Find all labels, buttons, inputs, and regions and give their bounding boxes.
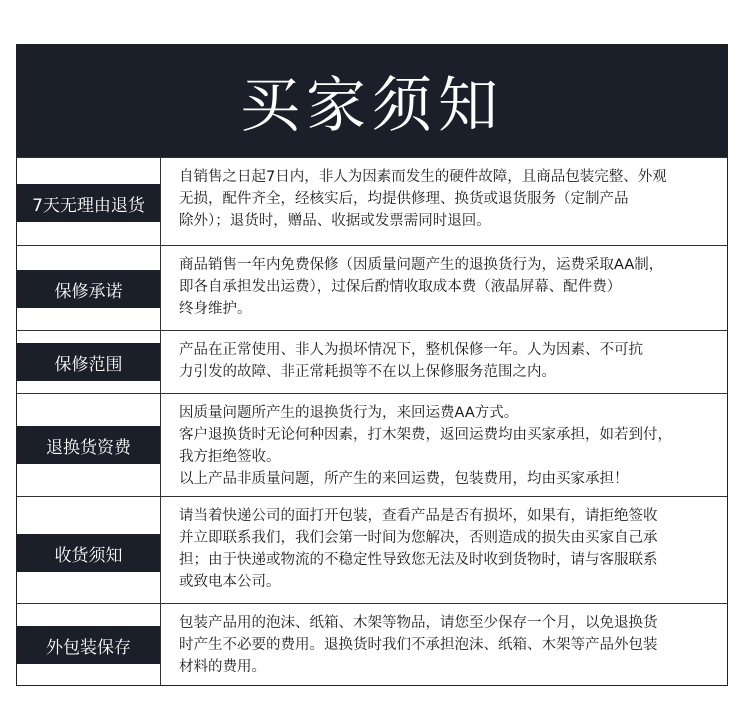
row-label: 保修范围 [17,343,160,381]
content-line: 即各自承担发出运费），过保后酌情收取成本费（液晶屏幕、配件费） [179,279,622,295]
content-line: 时产生不必要的费用。退换货时我们不承担泡沫、纸箱、木架等产品外包装 [179,637,658,653]
notice-row-return [17,157,727,245]
content-line: 无损，配件齐全，经核实后，均提供修理、换货或退货服务（定制产品 [179,191,629,207]
notice-header [17,45,727,157]
notice-row-warranty [17,245,727,330]
content-line: 以上产品非质量问题，所产生的来回运费，包装费用，均由买家承担！ [179,471,629,487]
row-divider [160,246,161,330]
content-line: 终身维护。 [179,301,252,317]
row-label: 外包装保存 [17,626,160,664]
buyer-notice-panel [16,44,728,686]
row-divider [160,497,161,603]
row-label: 7天无理由退货 [17,184,160,222]
notice-row-exchange-fees [17,393,727,496]
notice-row-receiving [17,496,727,603]
content-line: 请当着快递公司的面打开包装，查看产品是否有损坏，如果有，请拒绝签收 [179,508,658,524]
row-content [179,505,715,593]
row-content [179,402,715,490]
content-line: 并立即联系我们，我们会第一时间为您解决，否则造成的损失由买家自己承 [179,530,658,546]
row-content [179,254,715,320]
content-line: 因质量问题所产生的退换货行为，来回运费AA方式。 [179,405,519,421]
notice-row-packaging [17,603,727,685]
content-line: 商品销售一年内免费保修（因质量问题产生的退换货行为，运费采取AA制， [179,257,664,273]
row-label: 退换货资费 [17,426,160,464]
content-line: 包装产品用的泡沫、纸箱、木架等物品，请您至少保存一个月，以免退换货 [179,615,658,631]
row-divider [160,331,161,393]
content-line: 除外）；退货时，赠品、收据或发票需同时退回。 [179,213,491,229]
row-divider [160,158,161,245]
content-line: 或致电本公司。 [179,574,281,590]
row-divider [160,394,161,496]
row-label: 保修承诺 [17,270,160,308]
content-line: 产品在正常使用、非人为损坏情况下，整机保修一年。人为因素、不可抗 [179,342,643,358]
content-line: 客户退换货时无论何种因素，打木架费，返回运费均由买家承担，如若到付， [179,427,672,443]
row-content [179,166,715,232]
page-title: 买家须知 [240,71,504,141]
content-line: 自销售之日起7日内，非人为因素而发生的硬件故障，且商品包装完整、外观 [179,169,667,185]
row-content [179,339,715,383]
row-content [179,612,715,678]
content-line: 材料的费用。 [179,659,266,675]
notice-row-warranty-scope [17,330,727,393]
content-line: 力引发的故障、非正常耗损等不在以上保修服务范围之内。 [179,364,556,380]
row-label: 收货须知 [17,534,160,572]
content-line: 我方拒绝签收。 [179,449,281,465]
content-line: 担；由于快递或物流的不稳定性导致您无法及时收到货物时，请与客服联系 [179,552,658,568]
row-divider [160,604,161,685]
